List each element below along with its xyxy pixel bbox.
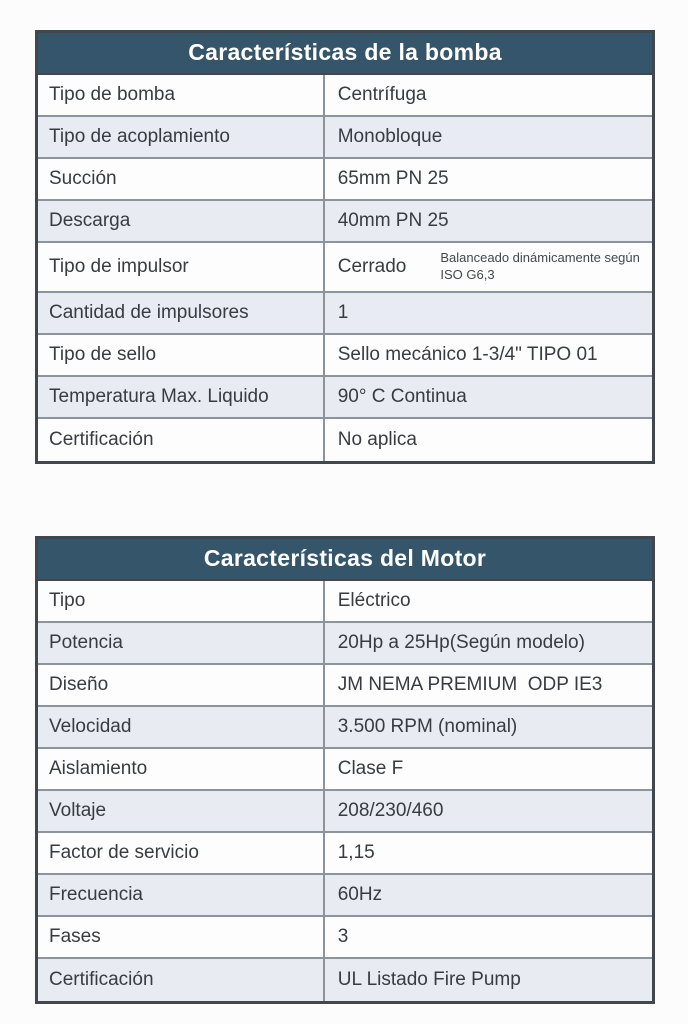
row-value-cell	[325, 959, 652, 1001]
row-label: Tipo de acoplamiento	[38, 117, 325, 157]
table-row	[38, 581, 652, 623]
row-value: Centrífuga	[337, 84, 427, 106]
row-value: 208/230/460	[337, 800, 444, 822]
row-label: Aislamiento	[38, 749, 325, 789]
row-value: 40mm PN 25	[337, 210, 449, 232]
row-value: 90° C Continua	[337, 385, 467, 407]
row-value-cell	[325, 117, 652, 157]
motor-table-title: Características del Motor	[38, 539, 652, 581]
row-label: Descarga	[38, 201, 325, 241]
row-value: 60Hz	[337, 884, 383, 906]
row-value-cell	[325, 159, 652, 199]
row-value-cell	[325, 419, 652, 461]
table-row	[38, 377, 652, 419]
row-value-cell	[325, 293, 652, 333]
row-label: Certificación	[38, 959, 325, 1001]
row-value: Eléctrico	[337, 590, 411, 612]
row-value-cell	[325, 377, 652, 417]
row-value-cell	[325, 581, 652, 621]
row-value: Cerrado	[337, 255, 407, 277]
row-value-cell	[325, 707, 652, 747]
row-label: Potencia	[38, 623, 325, 663]
row-label: Fases	[38, 917, 325, 957]
row-label: Factor de servicio	[38, 833, 325, 873]
row-value-cell	[325, 665, 652, 705]
row-label: Tipo de bomba	[38, 75, 325, 115]
table-row	[38, 335, 652, 377]
table-row	[38, 875, 652, 917]
row-value: Clase F	[337, 758, 404, 780]
table-row	[38, 75, 652, 117]
row-note: Balanceado dinámicamente según ISO G6,3	[440, 250, 640, 282]
table-row	[38, 665, 652, 707]
row-value: 1,15	[337, 842, 375, 864]
pump-table-title: Características de la bomba	[38, 33, 652, 75]
row-value: UL Listado Fire Pump	[337, 969, 521, 991]
motor-characteristics-table	[35, 536, 655, 1004]
table-row	[38, 917, 652, 959]
table-row	[38, 959, 652, 1001]
row-value-cell	[325, 623, 652, 663]
row-value: JM NEMA PREMIUM ODP IE3	[337, 674, 603, 696]
row-value: Monobloque	[337, 126, 443, 148]
row-label: Succión	[38, 159, 325, 199]
row-label: Voltaje	[38, 791, 325, 831]
row-label: Cantidad de impulsores	[38, 293, 325, 333]
row-label: Tipo de impulsor	[38, 243, 325, 291]
table-row	[38, 201, 652, 243]
table-row	[38, 293, 652, 335]
table-row	[38, 419, 652, 461]
row-value: 65mm PN 25	[337, 168, 449, 190]
row-value-cell	[325, 201, 652, 241]
table-row	[38, 749, 652, 791]
row-value: 1	[337, 301, 349, 323]
row-label: Tipo	[38, 581, 325, 621]
row-label: Temperatura Max. Liquido	[38, 377, 325, 417]
row-value: 3.500 RPM (nominal)	[337, 716, 518, 738]
row-value-cell	[325, 75, 652, 115]
table-row	[38, 623, 652, 665]
row-label: Diseño	[38, 665, 325, 705]
table-row	[38, 159, 652, 201]
row-value-cell	[325, 791, 652, 831]
row-value: 3	[337, 926, 349, 948]
row-value-cell	[325, 917, 652, 957]
row-value-cell	[325, 833, 652, 873]
table-row	[38, 833, 652, 875]
row-label: Tipo de sello	[38, 335, 325, 375]
pump-characteristics-table	[35, 30, 655, 464]
row-label: Certificación	[38, 419, 325, 461]
row-value: Sello mecánico 1-3/4" TIPO 01	[337, 343, 598, 365]
row-value-cell	[325, 243, 652, 291]
row-value-cell	[325, 335, 652, 375]
motor-table-rows	[38, 581, 652, 1001]
row-value: 20Hp a 25Hp(Según modelo)	[337, 632, 585, 654]
row-value-cell	[325, 749, 652, 789]
table-row	[38, 707, 652, 749]
row-value: No aplica	[337, 428, 417, 450]
table-row	[38, 243, 652, 293]
row-value-cell	[325, 875, 652, 915]
table-row	[38, 791, 652, 833]
pump-table-rows	[38, 75, 652, 461]
row-label: Velocidad	[38, 707, 325, 747]
row-label: Frecuencia	[38, 875, 325, 915]
table-row	[38, 117, 652, 159]
